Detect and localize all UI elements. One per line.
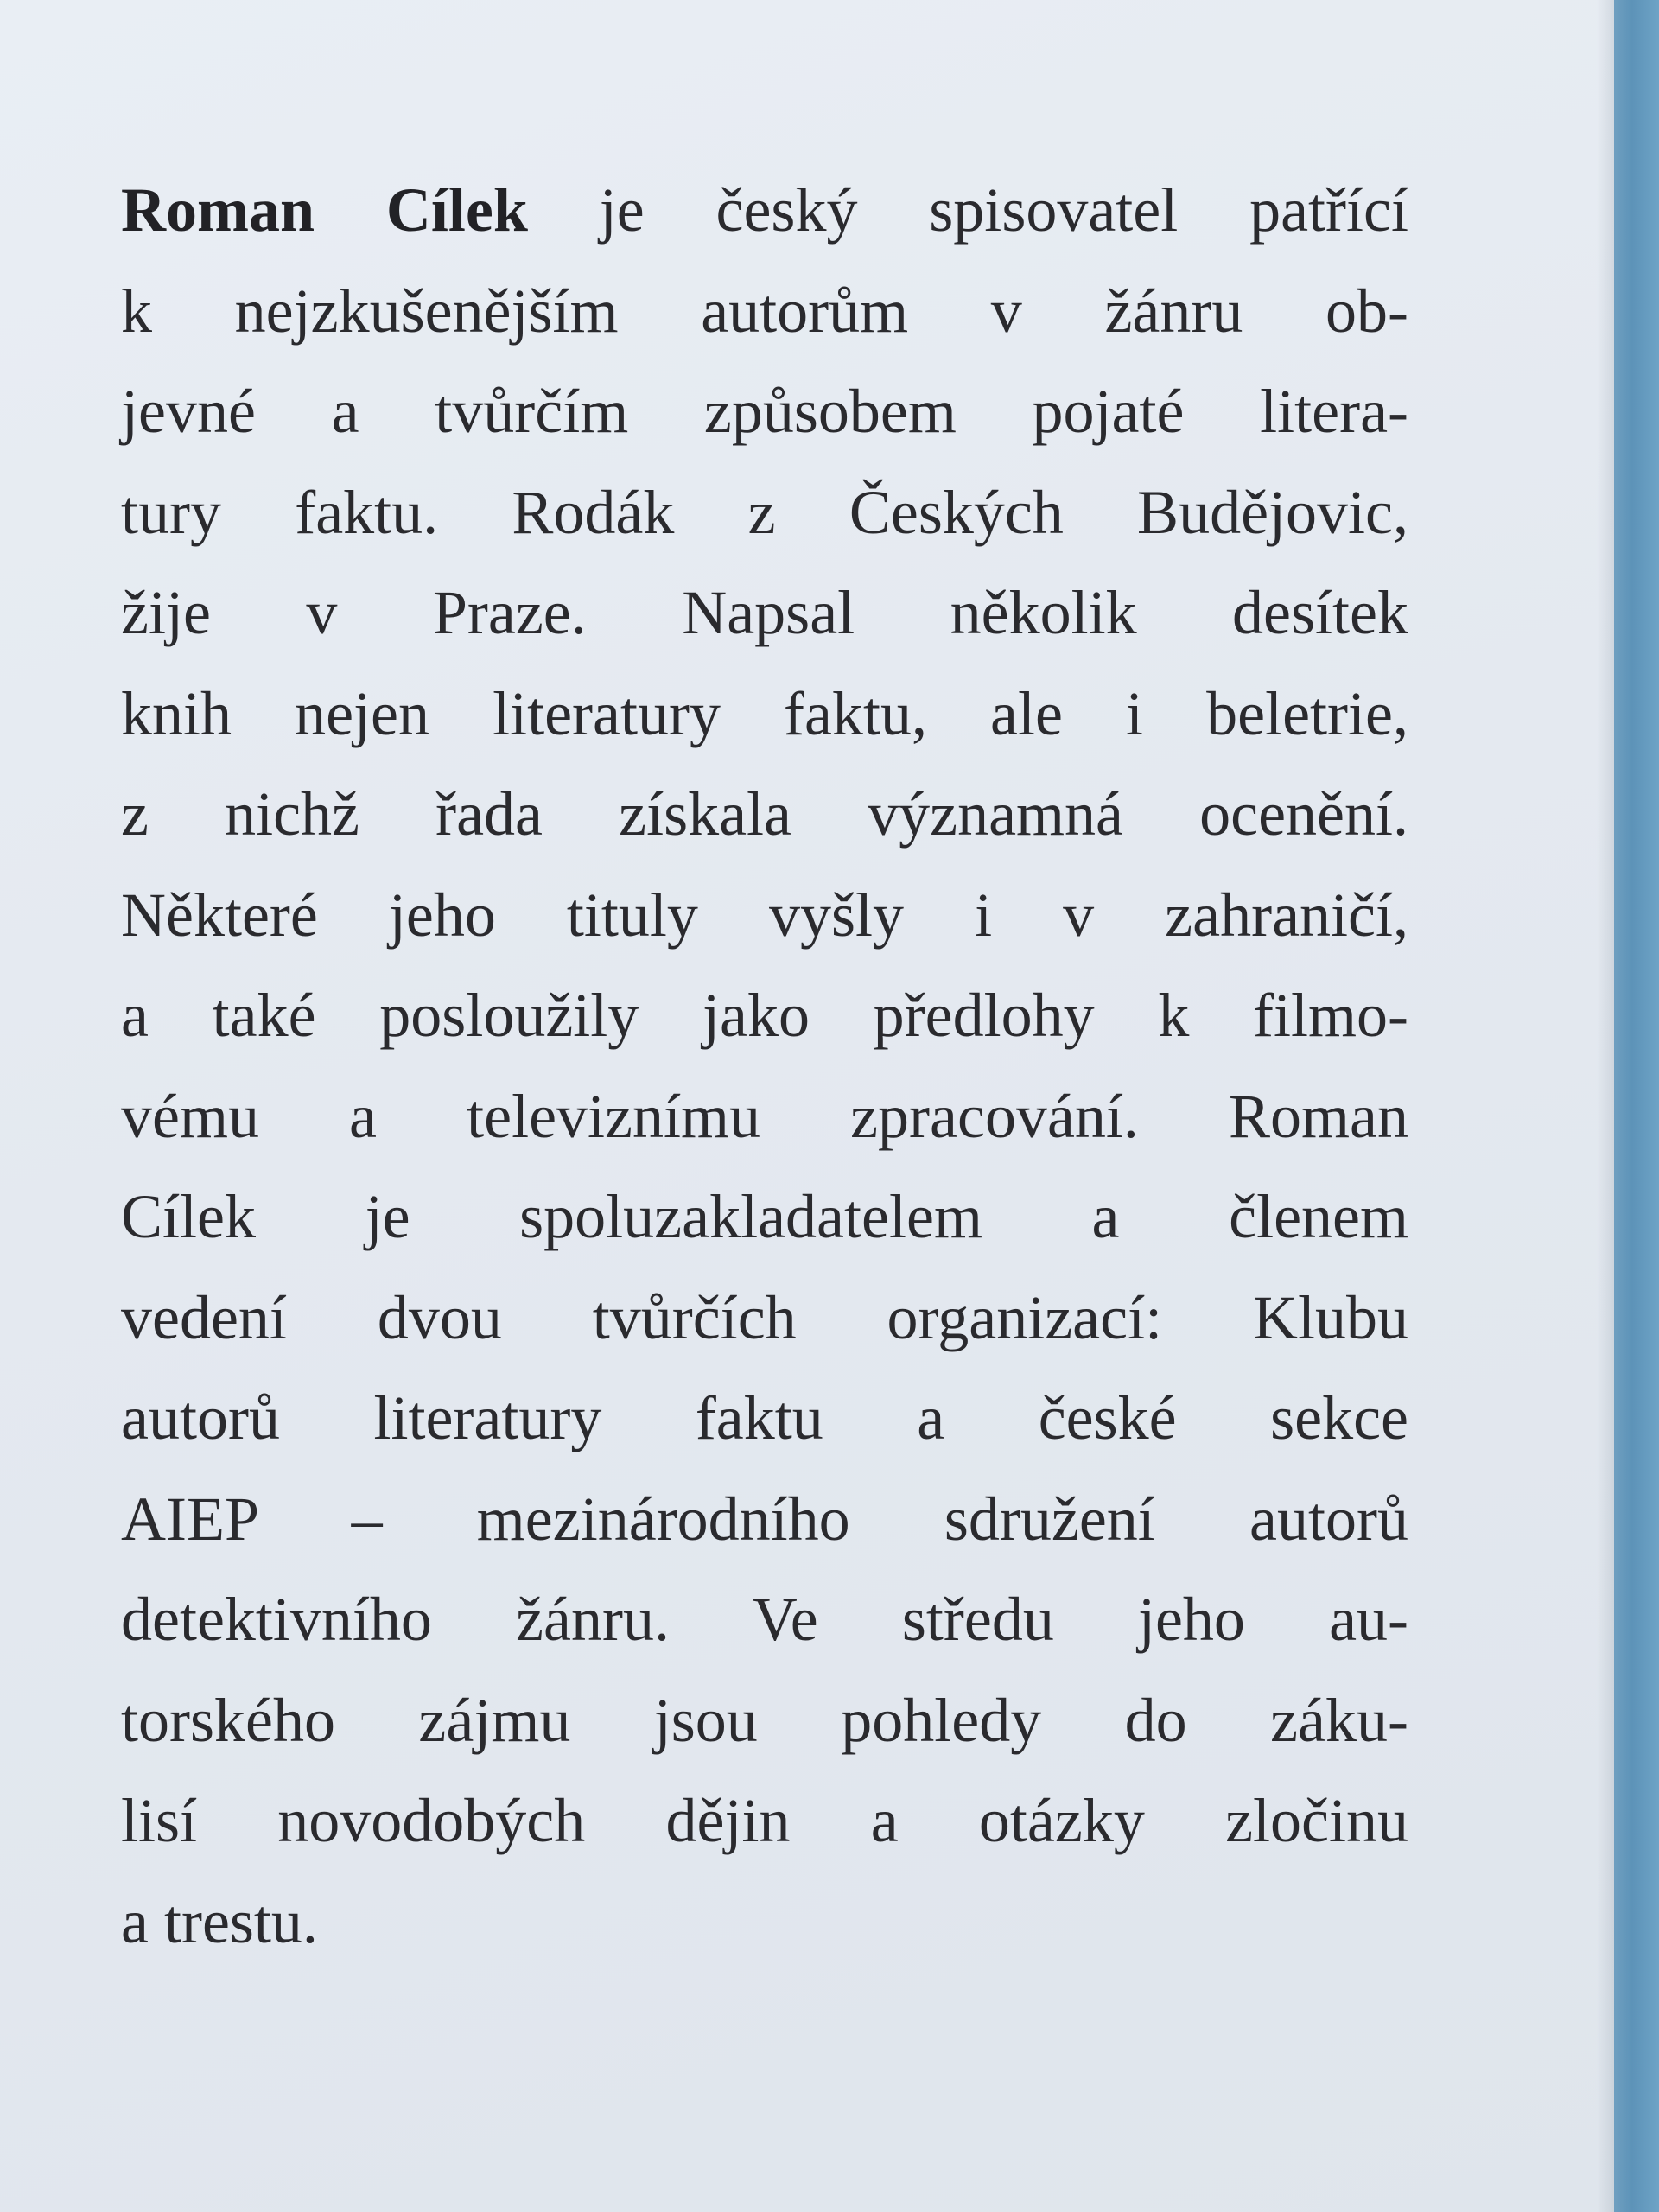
- bio-line: žije v Praze. Napsal několik desítek: [121, 578, 1408, 647]
- author-name: Roman Cílek: [121, 175, 528, 245]
- page-edge-shadow: [1597, 0, 1614, 2212]
- bio-line: autorů literatury faktu a české sekce: [121, 1383, 1408, 1452]
- bio-line: Roman Cílek je český spisovatel patřící: [121, 175, 1408, 245]
- bio-line: vedení dvou tvůrčích organizací: Klubu: [121, 1282, 1408, 1352]
- bio-line: jevné a tvůrčím způsobem pojaté litera-: [121, 377, 1408, 446]
- author-biography: [121, 160, 1408, 1972]
- bio-line: lisí novodobých dějin a otázky zločinu: [121, 1786, 1408, 1855]
- bio-line: Některé jeho tituly vyšly i v zahraničí,: [121, 880, 1408, 950]
- book-cover-edge: [1614, 0, 1659, 2212]
- bio-line: k nejzkušenějším autorům v žánru ob-: [121, 276, 1408, 346]
- bio-line: detektivního žánru. Ve středu jeho au-: [121, 1585, 1408, 1654]
- bio-line: vému a televiznímu zpracování. Roman: [121, 1081, 1408, 1151]
- bio-line: knih nejen literatury faktu, ale i beletrie,: [121, 678, 1408, 748]
- bio-line: Cílek je spoluzakladatelem a členem: [121, 1182, 1408, 1251]
- bio-line: a také posloužily jako předlohy k filmo-: [121, 981, 1408, 1050]
- bio-line: torského zájmu jsou pohledy do záku-: [121, 1685, 1408, 1755]
- bio-line: tury faktu. Rodák z Českých Budějovic,: [121, 477, 1408, 547]
- bio-line: a trestu.: [121, 1886, 318, 1956]
- bio-line: z nichž řada získala významná ocenění.: [121, 779, 1408, 849]
- bio-line: AIEP – mezinárodního sdružení autorů: [121, 1484, 1408, 1554]
